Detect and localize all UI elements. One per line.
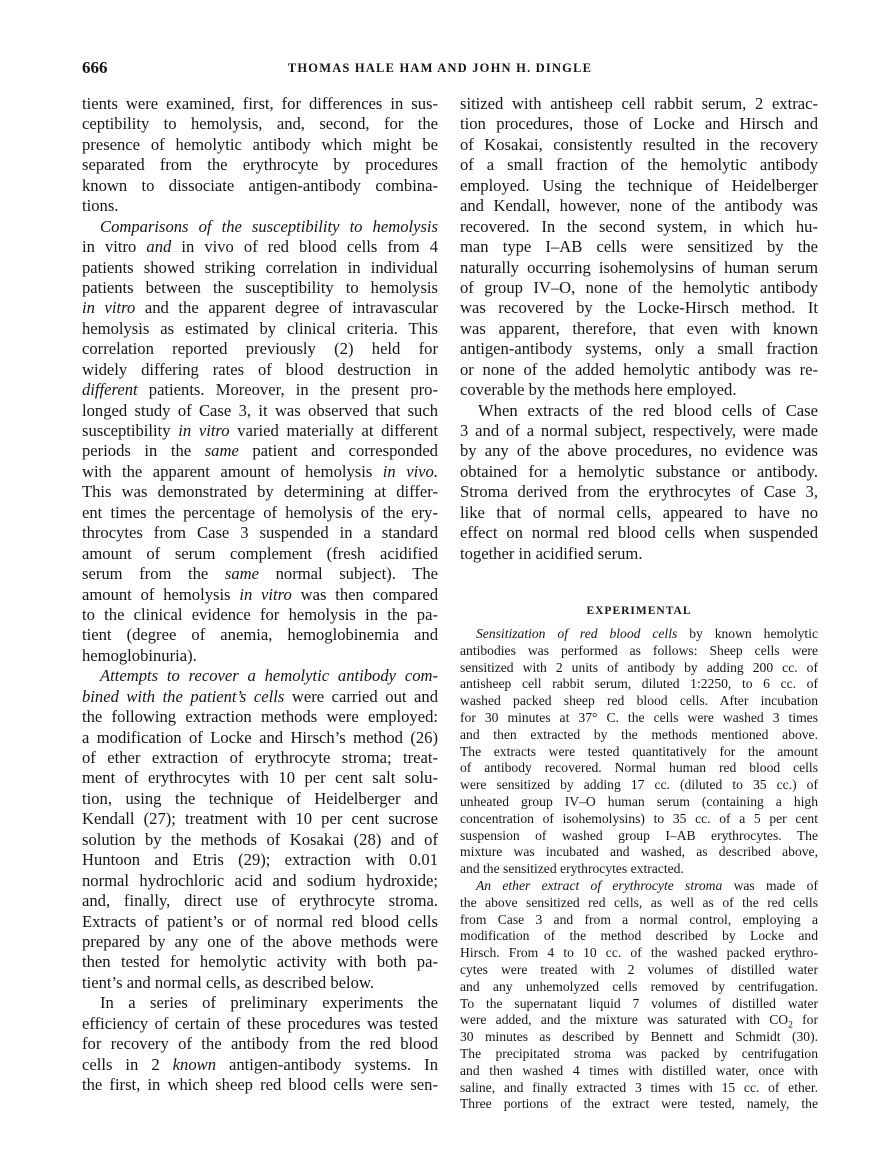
text-line: tion procedures, those of Locke and Hirsch and [460,114,818,134]
text-line [82,380,438,400]
italic-phrase: known [172,1054,216,1074]
text-line: for 30 minutes at 37° C. the cells were washed 3 times [460,710,818,726]
italic-phrase: Attempts to recover a hemolytic antibody com- [100,666,438,686]
text-line: Kendall (27); treatment with 10 per cent sucrose [82,809,438,829]
text-run: and the apparent degree of intravascular [135,298,438,318]
text-line: of Kosakai, consistently resulted in the recovery [460,134,818,154]
text-line: man type I–AB cells were sensitized by the [460,237,818,257]
subscript: 2 [788,1021,793,1032]
text-line: of ether extraction of erythrocyte stroma; treat- [82,748,438,767]
text-line: Huntoon and Etris (29); extraction with 0.01 [82,850,438,870]
text-line [82,441,438,461]
experimental-body [460,626,818,1113]
right-column-body [460,94,818,564]
italic-phrase: different [82,380,138,400]
text-line: tion, using the technique of Heidelberger and [82,788,438,808]
text-line: The extracts were tested quantitatively for the amount [460,743,818,759]
text-line: to the clinical evidence for hemolysis in the pa- [82,604,438,624]
text-line: like that of normal cells, appeared to have no [460,502,818,522]
text-line: prepared by any one of the above methods were [82,931,438,951]
text-line: saline, and finally extracted 3 times with 15 cc. of ether. [460,1079,818,1095]
text-run: with the apparent amount of hemolysis [82,461,383,481]
text-run: normal subject). The [259,564,439,584]
text-line: and any unhemolyzed cells removed by centrifugation. [460,978,818,994]
text-line: were sensitized by adding 17 cc. (diluted to 35 cc.) of [460,777,818,793]
text-run: antigen-antibody systems. In [216,1054,439,1074]
text-line: modification of the method described by Locke and [460,928,818,944]
text-line: tient (degree of anemia, hemoglobinemia and [82,625,438,645]
italic-phrase: An ether extract of erythrocyte stroma [476,878,723,894]
text-run: was then compared [291,584,439,604]
text-run: were carried out and [284,686,438,706]
left-column [82,94,438,1095]
text-line: In a series of preliminary experiments the [100,993,438,1013]
text-line: cytes were treated with 2 volumes of distilled water [460,962,818,977]
text-run: amount of hemolysis [82,584,240,604]
text-run: was made of [722,878,818,894]
text-line: widely differing rates of blood destruction in [82,359,438,379]
text-line: was apparent, therefore, that even with known [460,318,818,338]
text-line: sensitized with 2 units of antibody by adding 200 cc. of [460,659,818,675]
italic-phrase: same [224,564,260,584]
text-line [82,237,438,257]
text-line [460,878,818,895]
italic-phrase: bined with the patient’s cells [82,686,285,706]
text-line [460,1012,819,1032]
text-line: ent times the percentage of hemolysis of the ery- [82,502,438,522]
text-line: hemoglobinuria). [82,645,197,665]
text-line: of antibody recovered. Normal human red blood cells [460,760,818,776]
text-run: susceptibility [82,421,179,440]
text-line: presence of hemolytic antibody which might be [82,134,438,154]
text-line: Hirsch. From 4 to 10 cc. of the washed packed erythro- [460,945,818,961]
text-line: Extracts of patient’s or of normal red blood cells [82,911,438,931]
section-heading-experimental: EXPERIMENTAL [586,605,692,618]
text-line: from Case 3 and from a normal control, employing a [460,911,818,927]
text-line: by any of the above procedures, no evidence was [460,441,818,461]
text-line: mixture was incubated and washed, as described above, [460,844,818,860]
text-line: This was demonstrated by determining at differ- [82,482,438,502]
text-line [82,421,438,441]
text-line: employed. Using the technique of Heidelberger [460,175,818,195]
text-line: recovered. In the second system, in which hu- [460,216,818,236]
text-line [82,1055,438,1075]
text-run: patient and corresponded [238,441,438,461]
text-line: a modification of Locke and Hirsch’s method (26) [82,727,438,747]
text-line: obtained for a hemolytic substance or antibody. [460,461,818,481]
text-line: patients between the susceptibility to hemolysis [82,277,438,297]
text-line: then tested for hemolytic activity with both pa- [82,952,438,972]
text-line: correlation reported previously (2) held for [82,339,438,359]
italic-phrase: Comparisons of the susceptibility to hemolysis [100,216,438,236]
text-line: longed study of Case 3, it was observed that such [82,400,438,420]
italic-phrase: Sensitization of red blood cells [476,626,678,642]
text-line: unheated group IV–O human serum (containing a high [460,794,818,810]
text-line: antisheep cell rabbit serum, diluted 1:2250, to 6 cc. of [460,676,818,692]
text-line: tients were examined, first, for differences in sus- [82,94,438,113]
italic-phrase: in vivo. [382,461,438,481]
text-run: in vivo of red blood cells from 4 [171,237,438,257]
text-line: the above sensitized red cells, as well as of the red cells [460,894,818,910]
text-line: tions. [82,196,119,216]
italic-phrase: in vitro [178,421,230,440]
italic-phrase: same [204,441,239,461]
text-run: were added, and the mixture was saturated with CO [460,1012,789,1028]
text-line: Stroma derived from the erythrocytes of Case 3, [460,482,818,502]
text-line: 3 and of a normal subject, respectively, were made [460,421,818,440]
text-run: in vitro [82,237,147,257]
text-line: or none of the added hemolytic antibody was re- [460,359,818,379]
text-line: solution by the methods of Kosakai (28) and of [82,829,438,849]
text-line: efficiency of certain of these procedures was tested [82,1013,438,1033]
text-line: was recovered by the Locke-Hirsch method. It [460,298,818,318]
text-line: ment of erythrocytes with 10 per cent salt solu- [82,768,438,788]
text-line [82,298,438,318]
text-line: coverable by the methods here employed. [460,380,737,400]
text-line: washed packed sheep red blood cells. After incubation [460,693,818,709]
text-line [82,564,438,584]
text-line [82,585,438,605]
text-line: for recovery of the antibody from the red blood [82,1034,438,1054]
text-line: separated from the erythrocyte by procedures [82,155,438,175]
running-head: THOMAS HALE HAM AND JOHN H. DINGLE [287,61,593,75]
text-line: throcytes from Case 3 suspended in a standard [82,523,438,543]
text-line: tient’s and normal cells, as described below. [82,972,374,992]
text-line [82,462,438,482]
text-line: known to dissociate antigen-antibody combina- [82,175,438,195]
italic-phrase: in vitro [82,298,136,318]
text-line: of a small fraction of the hemolytic antibody [460,155,818,175]
text-line: antibodies was performed as follows: Sheep cells were [460,642,818,658]
text-run: cells in 2 [82,1054,173,1074]
text-line: normal hydrochloric acid and sodium hydroxide; [82,870,438,890]
text-line [82,217,438,237]
text-line: and then washed 4 times with distilled water, once with [460,1062,818,1078]
text-run: patients. Moreover, in the present pro- [137,380,438,400]
text-line [82,666,438,686]
text-line: concentration of isohemolysins) to 35 cc. of a 5 per cent [460,810,818,826]
text-line: effect on normal red blood cells when suspended [460,523,818,543]
text-line: suspension of washed group I–AB erythrocytes. The [460,827,818,843]
section-spacer [460,564,818,600]
text-line: Three portions of the extract were tested, namely, the [460,1096,818,1112]
text-line [82,687,438,707]
text-line: When extracts of the red blood cells of Case [478,400,818,420]
text-run: periods in the [82,441,205,461]
text-run: serum from the [82,564,225,584]
italic-phrase: in vitro [239,584,292,604]
text-line: together in acidified serum. [460,543,643,563]
text-line: patients showed striking correlation in individual [82,257,438,277]
text-line: 30 minutes as described by Bennett and Schmidt (30). [460,1029,818,1045]
text-line: the first, in which sheep red blood cells were sen- [82,1075,438,1094]
page-number: 666 [82,58,108,77]
text-line: naturally occurring isohemolysins of human serum [460,257,818,277]
text-line: of group IV–O, none of the hemolytic antibody [460,277,818,297]
text-line: and, finally, direct use of erythrocyte stroma. [82,891,438,911]
text-run: varied materially at different [229,421,438,440]
italic-phrase: and [146,237,172,257]
text-line: and the sensitized erythrocytes extracted. [460,861,684,877]
text-run: for [792,1012,819,1028]
text-line: and Kendall, however, none of the antibody was [460,196,818,216]
text-line: amount of serum complement (fresh acidified [82,543,438,563]
text-run: by known hemolytic [677,626,819,642]
text-line: The precipitated stroma was packed by centrifugation [460,1045,818,1061]
text-line: the following extraction methods were employed: [82,707,438,727]
text-line: sitized with antisheep cell rabbit serum, 2 extrac- [460,94,818,113]
text-line: To the supernatant liquid 7 volumes of distilled water [460,995,818,1011]
text-line: and then extracted by the methods mentioned above. [460,726,818,742]
right-column [460,94,818,1113]
text-line: hemolysis as estimated by clinical criteria. This [82,318,438,338]
text-line: ceptibility to hemolysis, and, second, for the [82,114,438,134]
text-line [460,626,818,643]
text-line: antigen-antibody systems, only a small fraction [460,339,818,359]
